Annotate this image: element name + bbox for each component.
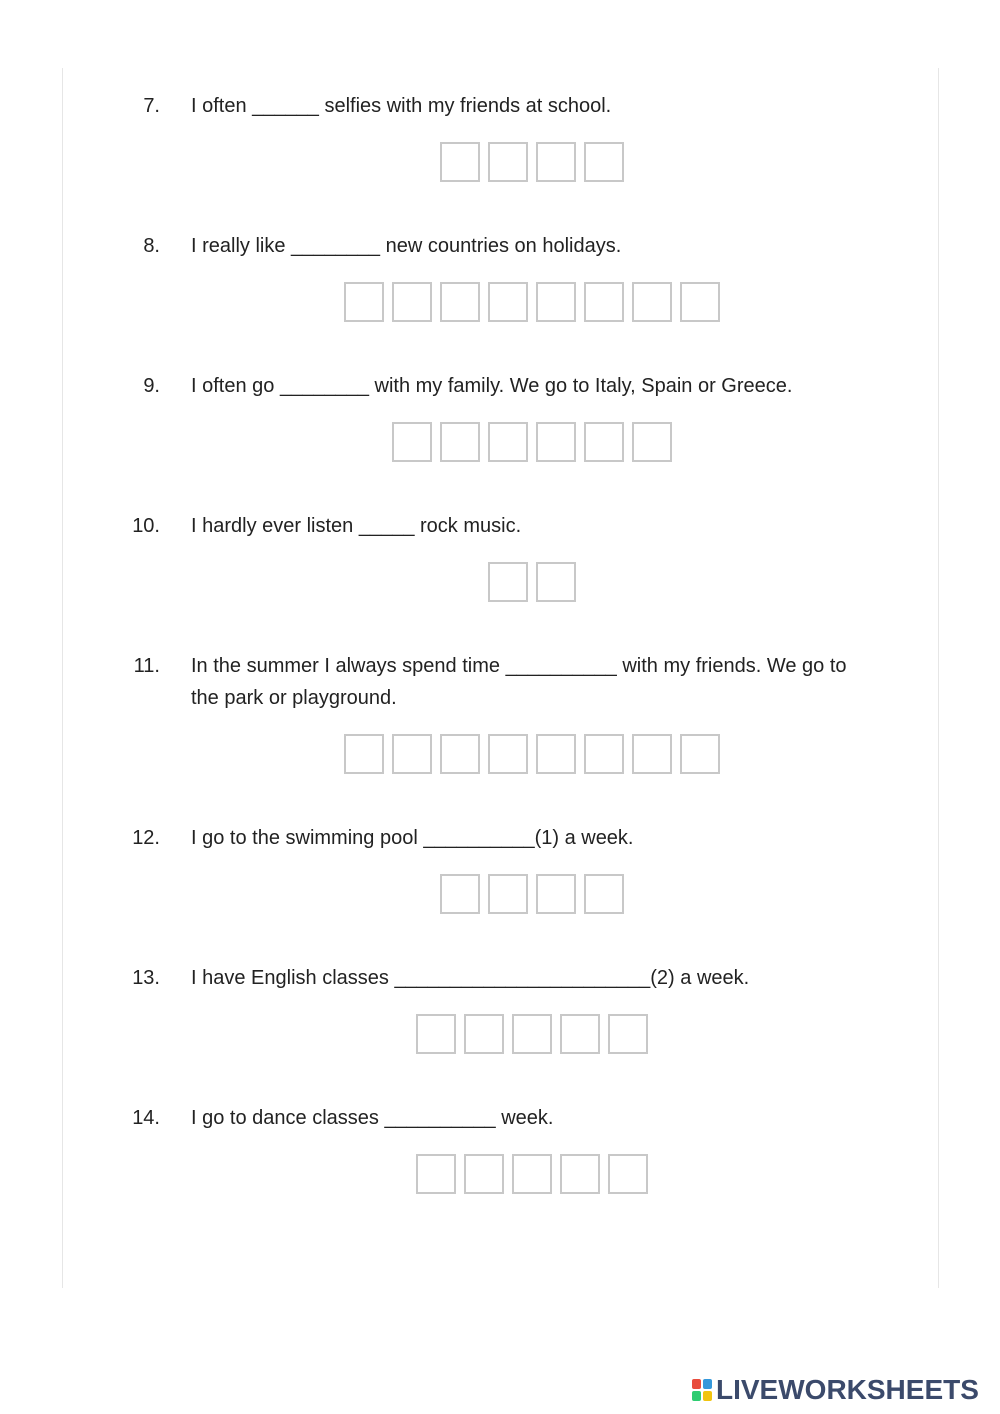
question-number: 11.: [133, 655, 160, 677]
question-number: 8.: [143, 235, 160, 257]
letter-box[interactable]: [536, 734, 576, 774]
letter-box[interactable]: [584, 282, 624, 322]
letter-box[interactable]: [680, 282, 720, 322]
letter-box[interactable]: [488, 734, 528, 774]
letter-box[interactable]: [488, 422, 528, 462]
question-text: I go to the swimming pool __________(1) a week.: [191, 827, 634, 849]
letter-box[interactable]: [488, 142, 528, 182]
letter-box[interactable]: [488, 282, 528, 322]
question-number: 14.: [132, 1107, 160, 1129]
liveworksheets-logo[interactable]: [692, 1373, 979, 1407]
letter-box[interactable]: [536, 422, 576, 462]
letter-box[interactable]: [344, 282, 384, 322]
brand-name: LIVEWORKSHEETS: [716, 1374, 979, 1405]
letter-box[interactable]: [560, 1154, 600, 1194]
letter-box[interactable]: [512, 1154, 552, 1194]
letter-box[interactable]: [536, 562, 576, 602]
letter-box[interactable]: [560, 1014, 600, 1054]
letter-box[interactable]: [512, 1014, 552, 1054]
question-text: I often go ________ with my family. We go to Italy, Spain or Greece.: [191, 375, 793, 397]
letter-box[interactable]: [632, 282, 672, 322]
answer-boxes: [0, 142, 1000, 182]
answer-boxes: [0, 422, 1000, 462]
question-number: 9.: [143, 375, 160, 397]
answer-boxes: [0, 734, 1000, 774]
letter-box[interactable]: [608, 1014, 648, 1054]
question-text: In the summer I always spend time __________ with my friends. We go to the park or playground.: [191, 655, 847, 709]
letter-box[interactable]: [440, 282, 480, 322]
letter-box[interactable]: [536, 282, 576, 322]
answer-boxes: [0, 1014, 1000, 1054]
letter-box[interactable]: [392, 734, 432, 774]
answer-boxes: [0, 562, 1000, 602]
question-number: 7.: [143, 95, 160, 117]
letter-box[interactable]: [440, 422, 480, 462]
question-number: 13.: [132, 967, 160, 989]
letter-box[interactable]: [584, 142, 624, 182]
answer-boxes: [0, 282, 1000, 322]
answer-boxes: [0, 874, 1000, 914]
letter-box[interactable]: [440, 874, 480, 914]
question-text: I often ______ selfies with my friends at school.: [191, 95, 612, 117]
letter-box[interactable]: [680, 734, 720, 774]
letter-box[interactable]: [392, 282, 432, 322]
answer-boxes: [0, 1154, 1000, 1194]
letter-box[interactable]: [584, 874, 624, 914]
letter-box[interactable]: [416, 1154, 456, 1194]
letter-box[interactable]: [584, 422, 624, 462]
letter-box[interactable]: [440, 734, 480, 774]
letter-box[interactable]: [488, 874, 528, 914]
letter-box[interactable]: [632, 422, 672, 462]
page-border-right: [938, 68, 939, 1288]
letter-box[interactable]: [608, 1154, 648, 1194]
letter-box[interactable]: [440, 142, 480, 182]
question-number: 10.: [132, 515, 160, 537]
letter-box[interactable]: [416, 1014, 456, 1054]
question-text: I have English classes _______________________(2) a week.: [191, 967, 750, 989]
letter-box[interactable]: [536, 874, 576, 914]
question-text: I hardly ever listen _____ rock music.: [191, 515, 522, 537]
letter-box[interactable]: [584, 734, 624, 774]
question-number: 12.: [132, 827, 160, 849]
letter-box[interactable]: [488, 562, 528, 602]
letter-box[interactable]: [392, 422, 432, 462]
question-text: I go to dance classes __________ week.: [191, 1107, 554, 1129]
letter-box[interactable]: [536, 142, 576, 182]
letter-box[interactable]: [344, 734, 384, 774]
question-text: I really like ________ new countries on holidays.: [191, 235, 622, 257]
letter-box[interactable]: [632, 734, 672, 774]
liveworksheets-logo-icon: [692, 1379, 712, 1401]
letter-box[interactable]: [464, 1014, 504, 1054]
letter-box[interactable]: [464, 1154, 504, 1194]
